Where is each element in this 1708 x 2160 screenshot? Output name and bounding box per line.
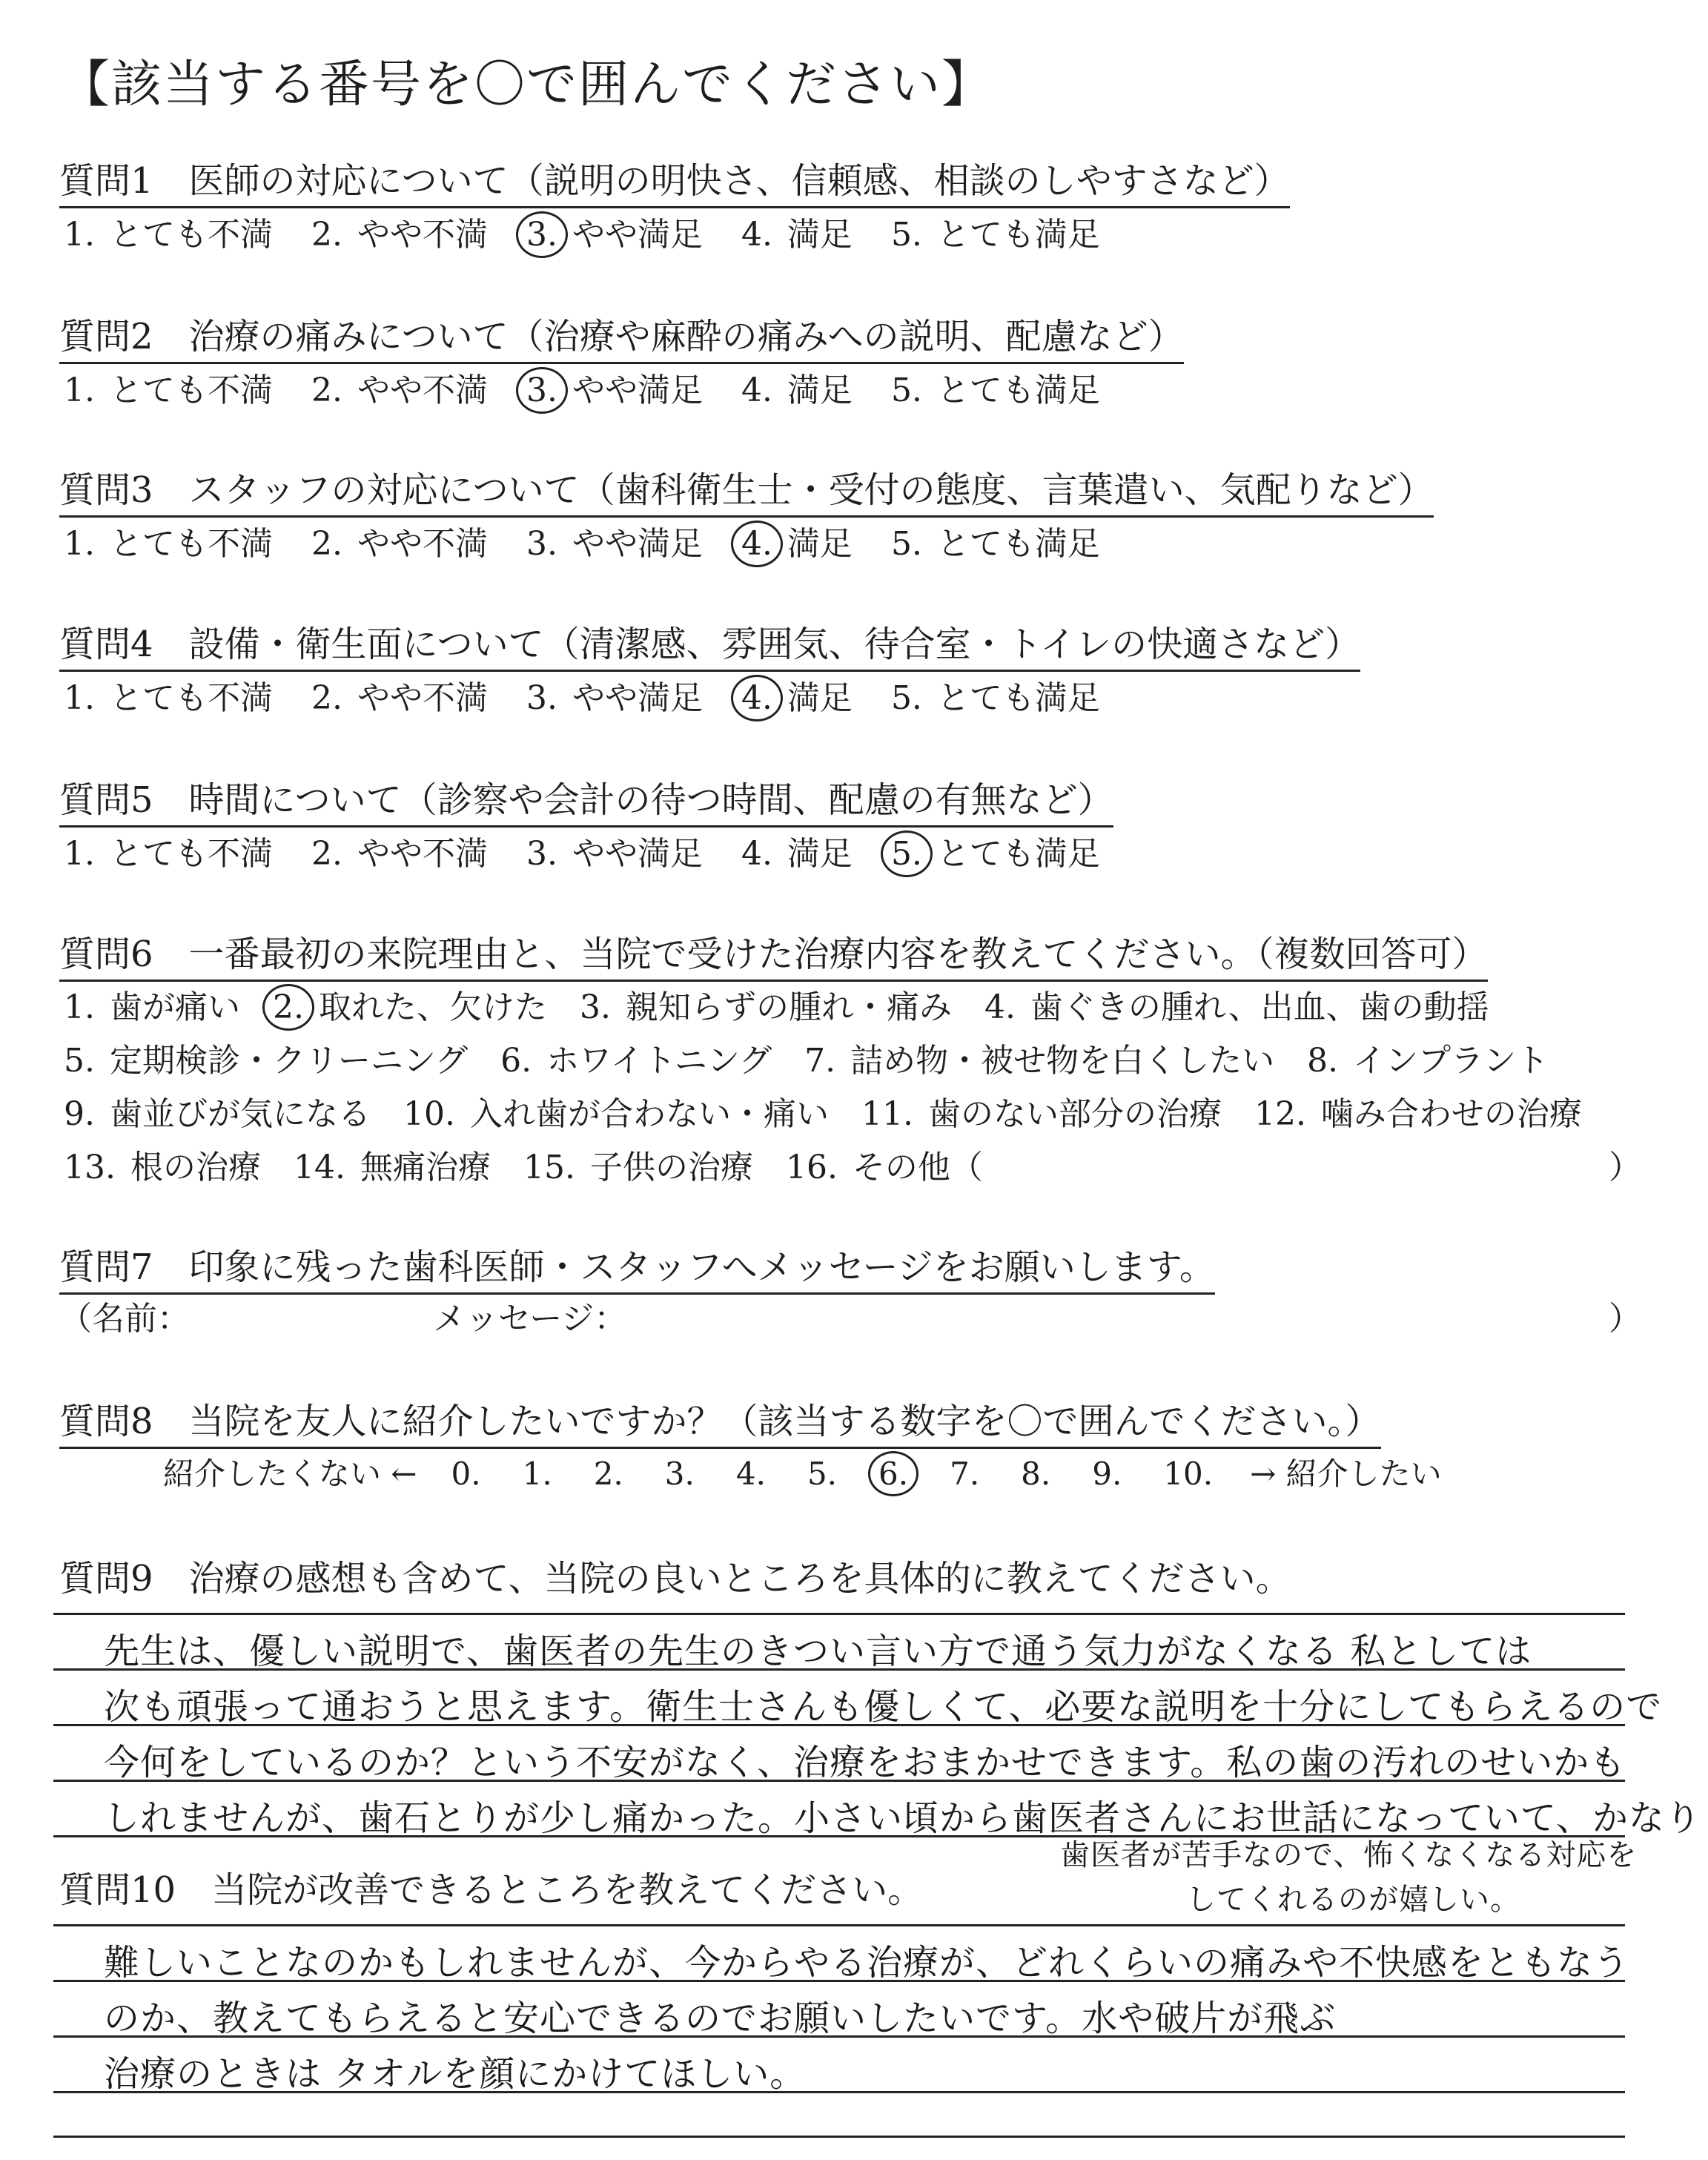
option-label: 歯並びが気になる bbox=[99, 1095, 371, 1133]
selected-option-number: 3. bbox=[522, 371, 562, 409]
option-label: 噛み合わせの治療 bbox=[1310, 1095, 1582, 1133]
option-number: 1. bbox=[64, 988, 95, 1026]
selected-option-number: 4. bbox=[737, 525, 777, 563]
option-label: 取れた、欠けた bbox=[308, 988, 547, 1026]
q8-right-label: → 紹介したい bbox=[1250, 1456, 1442, 1492]
option-item[interactable] bbox=[522, 363, 703, 411]
answer-line bbox=[53, 1924, 1625, 1926]
q6-row bbox=[59, 980, 1517, 1028]
option-label: その他（ bbox=[841, 1149, 983, 1186]
q10-answer-line: のか、教えてもらえると安心できるのでお願いしたいです。水や破片が飛ぶ bbox=[104, 1998, 1337, 2039]
q8-scale bbox=[163, 1450, 1442, 1494]
option-number: 16. bbox=[785, 1149, 838, 1186]
option-item[interactable] bbox=[307, 208, 488, 255]
option-item[interactable] bbox=[307, 671, 488, 719]
option-item[interactable] bbox=[887, 827, 1100, 874]
option-number: 2. bbox=[311, 216, 342, 254]
option-number: 7. bbox=[804, 1042, 836, 1080]
option-label: やや満足 bbox=[561, 371, 703, 409]
option-number: 15. bbox=[523, 1149, 575, 1186]
option-number: 5. bbox=[807, 1456, 838, 1492]
option-item[interactable] bbox=[447, 1456, 486, 1492]
option-item[interactable] bbox=[59, 1140, 261, 1188]
q9-title: 質問9 治療の感想も含めて、当院の良いところを具体的に教えてください。 bbox=[59, 1558, 1291, 1599]
option-label: 歯が痛い bbox=[99, 988, 240, 1026]
option-item[interactable] bbox=[1088, 1456, 1126, 1492]
q2-title: 質問2 治療の痛みについて（治療や麻酔の痛みへの説明、配慮など） bbox=[59, 308, 1184, 364]
q9-answer-line: してくれるのが嬉しい。 bbox=[1186, 1883, 1520, 1917]
option-item[interactable] bbox=[59, 827, 273, 874]
q6-row bbox=[59, 1087, 1610, 1135]
form-header: 【該当する番号を〇で囲んでください】 bbox=[59, 56, 994, 114]
q10-title: 質問10 当院が改善できるところを教えてください。 bbox=[59, 1869, 924, 1911]
option-number: 5. bbox=[890, 679, 922, 717]
option-number: 0. bbox=[451, 1456, 481, 1492]
option-label: とても満足 bbox=[926, 835, 1100, 873]
option-item[interactable] bbox=[887, 363, 1100, 411]
option-number: 7. bbox=[950, 1456, 980, 1492]
option-label: とても満足 bbox=[926, 371, 1100, 409]
option-number: 3. bbox=[526, 525, 557, 563]
option-item[interactable] bbox=[575, 980, 952, 1028]
option-number: 9. bbox=[1092, 1456, 1122, 1492]
option-label: とても満足 bbox=[926, 216, 1100, 254]
option-item[interactable] bbox=[737, 363, 853, 411]
option-item[interactable] bbox=[522, 827, 703, 874]
q6-other-close: ） bbox=[1609, 1149, 1641, 1186]
option-number: 4. bbox=[741, 371, 772, 409]
option-item[interactable] bbox=[307, 827, 488, 874]
option-item[interactable] bbox=[737, 827, 853, 874]
option-number: 9. bbox=[64, 1095, 95, 1133]
q9-answer-line: しれませんが、歯石とりが少し痛かった。小さい頃から歯医者さんにお世話になっていて、かなり bbox=[104, 1797, 1702, 1839]
q7-close: ） bbox=[1609, 1300, 1641, 1338]
option-item[interactable] bbox=[874, 1456, 913, 1492]
option-number: 1. bbox=[64, 679, 95, 717]
option-item[interactable] bbox=[737, 208, 853, 255]
option-number: 1. bbox=[64, 216, 95, 254]
q10-answer-line: 難しいことなのかもしれませんが、今からやる治療が、どれくらいの痛みや不快感をともなう bbox=[104, 1942, 1630, 1984]
q7-message-label: メッセージ： bbox=[433, 1300, 627, 1338]
option-label: とても不満 bbox=[99, 679, 273, 717]
option-number: 6. bbox=[500, 1042, 532, 1080]
option-label: 入れ歯が合わない・痛い bbox=[459, 1095, 829, 1133]
option-label: 満足 bbox=[776, 679, 853, 717]
option-item[interactable] bbox=[737, 517, 853, 564]
option-number: 2. bbox=[311, 371, 342, 409]
option-label: やや満足 bbox=[561, 835, 703, 873]
q9-answer-line: 今何をしているのか？という不安がなく、治療をおまかせできます。私の歯の汚れのせいかも bbox=[104, 1742, 1626, 1783]
option-item[interactable] bbox=[522, 517, 703, 564]
option-number: 1. bbox=[64, 525, 95, 563]
option-label: 満足 bbox=[776, 216, 853, 254]
q2-options bbox=[59, 363, 1134, 411]
option-item[interactable] bbox=[268, 980, 547, 1028]
option-label: 満足 bbox=[776, 371, 853, 409]
q7-name-row bbox=[59, 1292, 626, 1339]
q4-options bbox=[59, 671, 1134, 719]
option-item[interactable] bbox=[59, 517, 273, 564]
q9-answer-line: 次も頑張って通おうと思えます。衛生士さんも優しくて、必要な説明を十分にしてもらえるので bbox=[104, 1686, 1663, 1728]
q4-title: 質問4 設備・衛生面について（清潔感、雰囲気、待合室・トイレの快適さなど） bbox=[59, 615, 1360, 672]
option-item[interactable] bbox=[59, 671, 273, 719]
option-number: 4. bbox=[741, 216, 772, 254]
option-item[interactable] bbox=[887, 671, 1100, 719]
option-item[interactable] bbox=[1250, 1087, 1582, 1135]
selected-option-number: 2. bbox=[268, 988, 308, 1026]
q7-title: 質問7 印象に残った歯科医師・スタッフへメッセージをお願いします。 bbox=[59, 1238, 1215, 1295]
option-number: 8. bbox=[1307, 1042, 1339, 1080]
option-number: 5. bbox=[890, 371, 922, 409]
option-number: 5. bbox=[890, 216, 922, 254]
q8-title: 質問8 当院を友人に紹介したいですか？（該当する数字を〇で囲んでください。） bbox=[59, 1393, 1381, 1449]
option-item[interactable] bbox=[289, 1140, 491, 1188]
option-number: 13. bbox=[64, 1149, 116, 1186]
option-item[interactable] bbox=[945, 1456, 984, 1492]
option-number: 1. bbox=[64, 835, 95, 873]
option-item[interactable] bbox=[59, 980, 240, 1028]
option-item[interactable] bbox=[980, 980, 1489, 1028]
q6-row bbox=[59, 1034, 1577, 1081]
option-number: 2. bbox=[311, 525, 342, 563]
option-label: やや不満 bbox=[346, 371, 488, 409]
option-label: 定期検診・クリーニング bbox=[99, 1042, 469, 1080]
option-label: インプラント bbox=[1343, 1042, 1549, 1080]
option-number: 3. bbox=[526, 835, 557, 873]
option-item[interactable] bbox=[781, 1140, 983, 1188]
option-label: やや不満 bbox=[346, 525, 488, 563]
option-item[interactable] bbox=[307, 363, 488, 411]
option-item[interactable] bbox=[800, 1034, 1274, 1081]
option-label: 親知らずの腫れ・痛み bbox=[615, 988, 952, 1026]
option-label: とても不満 bbox=[99, 216, 273, 254]
option-label: 満足 bbox=[776, 835, 853, 873]
q5-options bbox=[59, 827, 1134, 874]
q6-row bbox=[59, 1140, 1011, 1188]
option-number: 2. bbox=[593, 1456, 623, 1492]
option-label: 無痛治療 bbox=[349, 1149, 491, 1186]
option-number: 14. bbox=[293, 1149, 345, 1186]
q1-options bbox=[59, 208, 1134, 255]
option-number: 1. bbox=[522, 1456, 552, 1492]
option-item[interactable] bbox=[661, 1456, 699, 1492]
selected-option-number: 6. bbox=[874, 1456, 913, 1492]
option-item[interactable] bbox=[887, 208, 1100, 255]
option-number: 12. bbox=[1254, 1095, 1306, 1133]
option-item[interactable] bbox=[857, 1087, 1222, 1135]
q1-title: 質問1 医師の対応について（説明の明快さ、信頼感、相談のしやすさなど） bbox=[59, 152, 1290, 208]
option-item[interactable] bbox=[496, 1034, 772, 1081]
option-item[interactable] bbox=[589, 1456, 628, 1492]
q3-title: 質問3 スタッフの対応について（歯科衛生士・受付の態度、言葉遣い、気配りなど） bbox=[59, 461, 1434, 518]
selected-option-number: 5. bbox=[887, 835, 927, 873]
option-label: ホワイトニング bbox=[536, 1042, 772, 1080]
option-item[interactable] bbox=[522, 208, 703, 255]
option-number: 2. bbox=[311, 679, 342, 717]
option-label: とても不満 bbox=[99, 525, 273, 563]
option-number: 4. bbox=[741, 835, 772, 873]
option-label: とても満足 bbox=[926, 679, 1100, 717]
option-item[interactable] bbox=[1302, 1034, 1549, 1081]
option-item[interactable] bbox=[1159, 1456, 1217, 1492]
q5-title: 質問5 時間について（診察や会計の待つ時間、配慮の有無など） bbox=[59, 771, 1113, 828]
option-number: 5. bbox=[890, 525, 922, 563]
option-label: やや満足 bbox=[561, 525, 703, 563]
option-item[interactable] bbox=[59, 1087, 371, 1135]
option-item[interactable] bbox=[1016, 1456, 1055, 1492]
option-label: やや不満 bbox=[346, 679, 488, 717]
option-label: とても満足 bbox=[926, 525, 1100, 563]
option-number: 3. bbox=[579, 988, 611, 1026]
option-number: 8. bbox=[1021, 1456, 1051, 1492]
option-item[interactable] bbox=[307, 517, 488, 564]
option-item[interactable] bbox=[518, 1456, 557, 1492]
option-label: 満足 bbox=[776, 525, 853, 563]
option-item[interactable] bbox=[59, 208, 273, 255]
option-number: 10. bbox=[403, 1095, 455, 1133]
option-number: 5. bbox=[64, 1042, 95, 1080]
q3-options bbox=[59, 517, 1134, 564]
option-label: とても不満 bbox=[99, 835, 273, 873]
option-label: 子供の治療 bbox=[579, 1149, 753, 1186]
option-label: 根の治療 bbox=[119, 1149, 261, 1186]
option-number: 4. bbox=[735, 1456, 766, 1492]
option-item[interactable] bbox=[59, 1034, 468, 1081]
option-number: 2. bbox=[311, 835, 342, 873]
option-label: 詰め物・被せ物を白くしたい bbox=[840, 1042, 1275, 1080]
option-label: やや不満 bbox=[346, 216, 488, 254]
option-number: 3. bbox=[664, 1456, 695, 1492]
option-label: やや不満 bbox=[346, 835, 488, 873]
option-number: 1. bbox=[64, 371, 95, 409]
answer-line bbox=[53, 2136, 1625, 2138]
q9-answer-line: 歯医者が苦手なので、怖くなくなる対応を bbox=[1060, 1838, 1638, 1872]
selected-option-number: 4. bbox=[737, 679, 777, 717]
q10-answer-line: 治療のときは タオルを顔にかけてほしい。 bbox=[104, 2053, 807, 2095]
option-item[interactable] bbox=[803, 1456, 841, 1492]
option-label: とても不満 bbox=[99, 371, 273, 409]
option-label: やや満足 bbox=[561, 216, 703, 254]
q9-answer-line: 先生は、優しい説明で、歯医者の先生のきつい言い方で通う気力がなくなる 私としては bbox=[104, 1631, 1532, 1672]
q7-name-label: （名前： bbox=[59, 1300, 190, 1338]
option-item[interactable] bbox=[59, 363, 273, 411]
q8-left-label: 紹介したくない ← bbox=[163, 1456, 417, 1492]
option-label: やや満足 bbox=[561, 679, 703, 717]
answer-line bbox=[53, 1613, 1625, 1615]
option-item[interactable] bbox=[399, 1087, 829, 1135]
option-number: 11. bbox=[861, 1095, 913, 1133]
option-item[interactable] bbox=[737, 671, 853, 719]
option-item[interactable] bbox=[887, 517, 1100, 564]
option-number: 10. bbox=[1163, 1456, 1214, 1492]
option-number: 4. bbox=[984, 988, 1016, 1026]
q6-title: 質問6 一番最初の来院理由と、当院で受けた治療内容を教えてください。（複数回答可） bbox=[59, 925, 1488, 982]
option-item[interactable] bbox=[519, 1140, 753, 1188]
option-label: 歯ぐきの腫れ、出血、歯の動揺 bbox=[1019, 988, 1489, 1026]
selected-option-number: 3. bbox=[522, 216, 562, 254]
option-item[interactable] bbox=[732, 1456, 770, 1492]
option-number: 3. bbox=[526, 679, 557, 717]
option-label: 歯のない部分の治療 bbox=[917, 1095, 1222, 1133]
option-item[interactable] bbox=[522, 671, 703, 719]
